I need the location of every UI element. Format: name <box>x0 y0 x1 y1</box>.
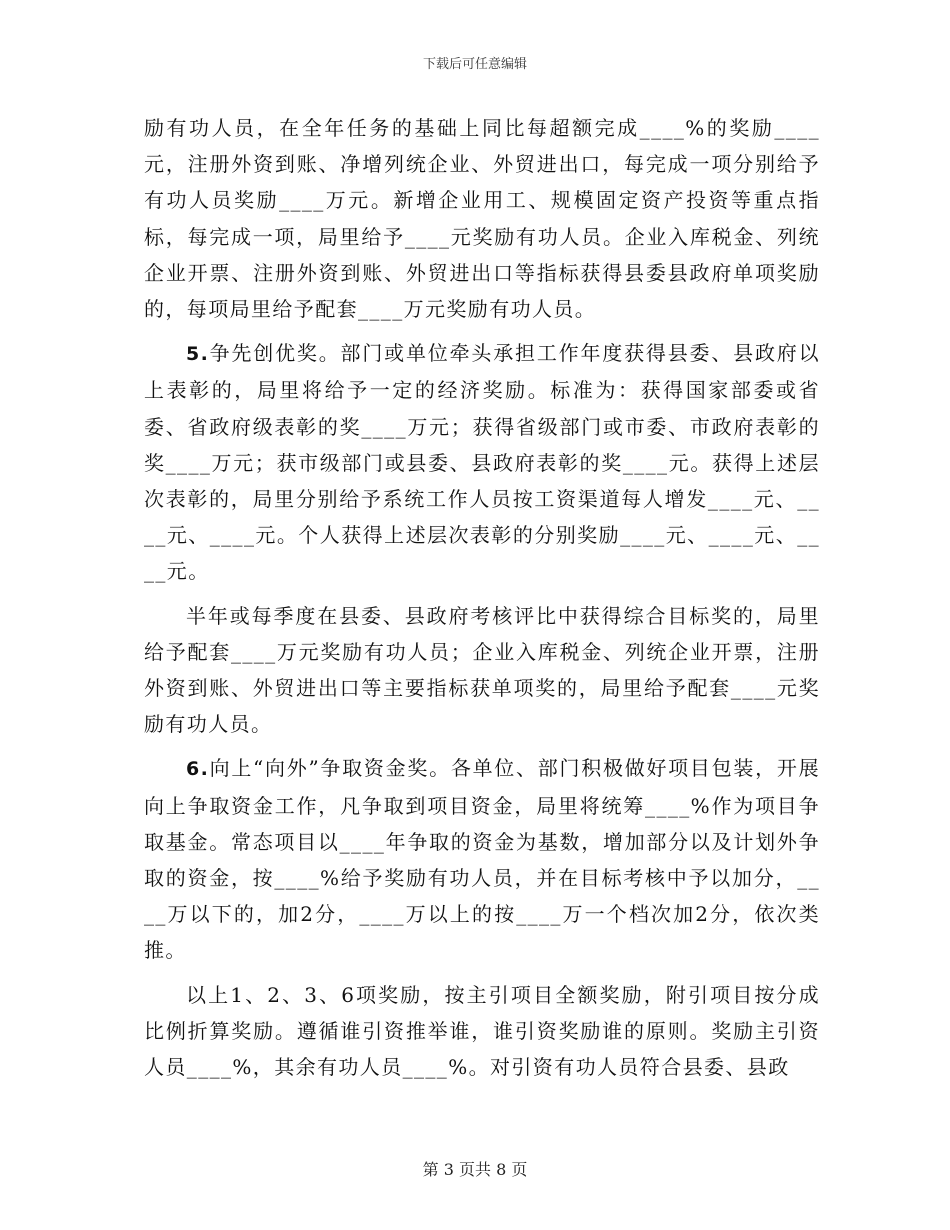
paragraph-item-5 <box>144 335 820 589</box>
paragraph-summary: 以上1、2、3、6项奖励，按主引项目全额奖励，附引项目按分成比例折算奖励。遵循谁引资推举谁，谁引资奖励谁的原则。奖励主引资人员____%，其余有功人员____%。对引资有功人员符合县委、县政 <box>144 982 820 1080</box>
page-footer: 第 3 页共 8 页 <box>422 1160 528 1179</box>
page-header: 下载后可任意编辑 <box>422 57 527 72</box>
item-number: 5. <box>186 343 210 366</box>
paragraph-half-year: 半年或每季度在县委、县政府考核评比中获得综合目标奖的，局里给予配套____万元奖励有功人员；企业入库税金、列统企业开票，注册外资到账、外贸进出口等主要指标获单项奖的，局里给予配套____元奖励有功人员。 <box>144 603 820 737</box>
document-body <box>144 110 820 1093</box>
paragraph-text: 争先创优奖。部门或单位牵头承担工作年度获得县委、县政府以上表彰的，局里将给予一定的经济奖励。标准为：获得国家部委或省委、省政府级表彰的奖____万元；获得省级部门或市委、市政府表彰的奖____万元；获市级部门或县委、县政府表彰的奖____元。获得上述层次表彰的，局里分别给予系统工作人员按工资渠道每人增发____元、____元、____元。个人获得上述层次表彰的分别奖励____元、____元、____元。 <box>144 341 820 584</box>
paragraph-item-6 <box>144 750 820 968</box>
paragraph-text: 向上“向外”争取资金奖。各单位、部门积极做好项目包装，开展向上争取资金工作，凡争取到项目资金，局里将统筹____%作为项目争取基金。常态项目以____年争取的资金为基数，增加部分以及计划外争取的资金，按____%给予奖励有功人员，并在目标考核中予以加分，____万以下的，加2分，____万以上的按____万一个档次加2分，依次类推。 <box>144 756 820 963</box>
paragraph-continuation: 励有功人员，在全年任务的基础上同比每超额完成____%的奖励____元，注册外资到账、净增列统企业、外贸进出口，每完成一项分别给予有功人员奖励____万元。新增企业用工、规模固定资产投资等重点指标，每完成一项，局里给予____元奖励有功人员。企业入库税金、列统企业开票、注册外资到账、外贸进出口等指标获得县委县政府单项奖励的，每项局里给予配套____万元奖励有功人员。 <box>144 116 820 322</box>
item-number: 6. <box>186 758 210 781</box>
